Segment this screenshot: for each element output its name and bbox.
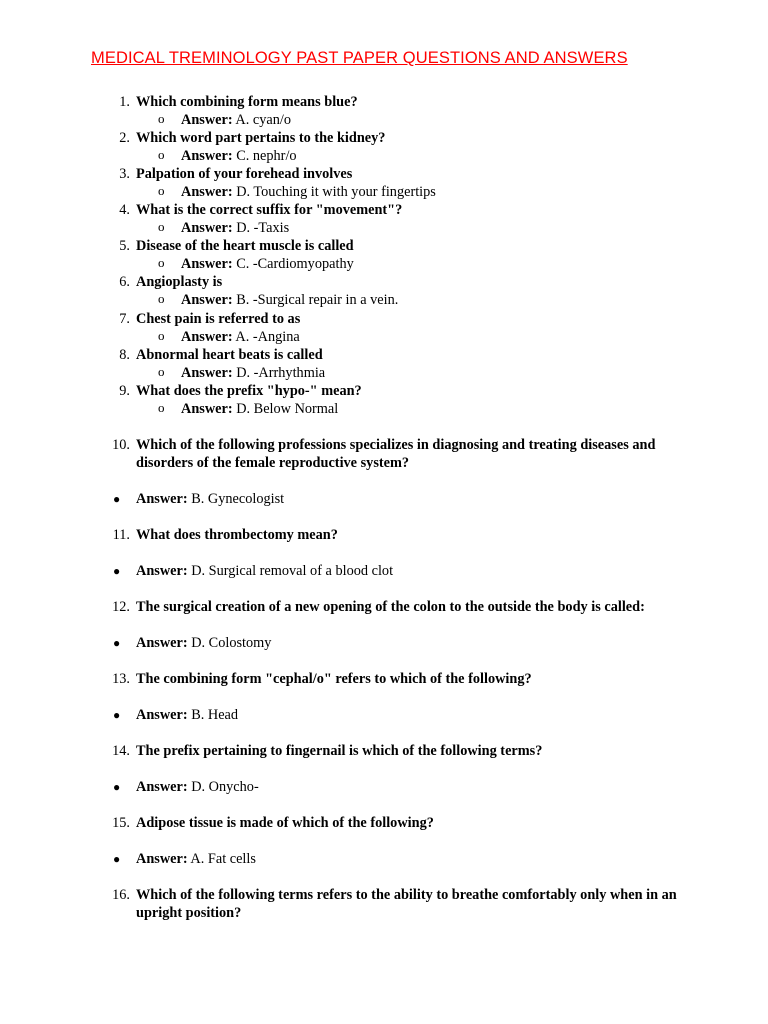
answer-text: C. nephr/o (236, 148, 297, 164)
question-text: Which of the following terms refers to the ability to breathe comfortably only when in an upright position? (136, 887, 677, 921)
question-number: 10. (112, 437, 130, 453)
answer-text: D. -Arrhythmia (236, 365, 326, 381)
answer-text: A. Fat cells (190, 851, 256, 867)
answer-label: Answer: (136, 491, 188, 507)
answer-label: Answer: (181, 256, 233, 272)
question-text: Which word part pertains to the kidney? (136, 130, 386, 146)
question-text: Abnormal heart beats is called (136, 347, 323, 363)
answer-text: B. Gynecologist (191, 491, 285, 507)
answer-label: Answer: (136, 563, 188, 579)
question-text: What does thrombectomy mean? (136, 527, 338, 543)
answer-text: A. cyan/o (235, 112, 292, 128)
answer-text: D. Below Normal (236, 401, 339, 417)
circle-bullet-icon: o (158, 147, 165, 162)
answer-label: Answer: (181, 112, 233, 128)
circle-bullet-icon: o (158, 183, 165, 198)
answer-text: D. -Taxis (236, 220, 290, 236)
question-number: 11. (112, 527, 130, 543)
answer-label: Answer: (181, 184, 233, 200)
question-number: 1. (119, 94, 130, 110)
question-text: Which of the following professions specializes in diagnosing and treating diseases and disorders of the female reproductive system? (136, 437, 656, 471)
answer-label: Answer: (181, 329, 233, 345)
question-text: What is the correct suffix for "movement"? (136, 202, 403, 218)
answer-text: A. -Angina (235, 329, 300, 345)
bullet-icon: ● (113, 492, 121, 506)
question-number: 13. (112, 671, 130, 687)
bullet-icon: ● (113, 708, 121, 722)
question-number: 7. (119, 311, 130, 327)
question-number: 4. (119, 202, 130, 218)
question-text: Chest pain is referred to as (136, 311, 301, 327)
answer-text: D. Surgical removal of a blood clot (191, 563, 394, 579)
question-text: Palpation of your forehead involves (136, 166, 353, 182)
answer-text: D. Onycho- (191, 779, 259, 795)
circle-bullet-icon: o (158, 400, 165, 415)
bullet-icon: ● (113, 780, 121, 794)
question-number: 9. (119, 383, 130, 399)
question-text: Adipose tissue is made of which of the following? (136, 815, 434, 831)
answer-label: Answer: (181, 365, 233, 381)
answer-label: Answer: (136, 851, 188, 867)
answer-label: Answer: (181, 401, 233, 417)
bullet-icon: ● (113, 564, 121, 578)
question-text: Disease of the heart muscle is called (136, 238, 354, 254)
circle-bullet-icon: o (158, 328, 165, 343)
answer-label: Answer: (181, 292, 233, 308)
question-number: 8. (119, 347, 130, 363)
circle-bullet-icon: o (158, 219, 165, 234)
circle-bullet-icon: o (158, 364, 165, 379)
question-number: 3. (119, 166, 130, 182)
circle-bullet-icon: o (158, 291, 165, 306)
question-number: 16. (112, 887, 130, 903)
question-number: 15. (112, 815, 130, 831)
answer-label: Answer: (136, 635, 188, 651)
question-text: Which combining form means blue? (136, 94, 358, 110)
question-text: Angioplasty is (136, 274, 223, 290)
answer-text: C. -Cardiomyopathy (236, 256, 354, 272)
question-number: 2. (119, 130, 130, 146)
document-title: MEDICAL TREMINOLOGY PAST PAPER QUESTIONS AND ANSWERS (91, 49, 628, 67)
answer-text: D. Touching it with your fingertips (236, 184, 436, 200)
answer-text: B. -Surgical repair in a vein. (236, 292, 399, 308)
question-text: The combining form "cephal/o" refers to which of the following? (136, 671, 532, 687)
bullet-icon: ● (113, 852, 121, 866)
circle-bullet-icon: o (158, 255, 165, 270)
answer-label: Answer: (181, 220, 233, 236)
answer-text: D. Colostomy (191, 635, 272, 651)
question-text: The prefix pertaining to fingernail is which of the following terms? (136, 743, 543, 759)
question-number: 5. (119, 238, 130, 254)
question-text: The surgical creation of a new opening of the colon to the outside the body is called: (136, 599, 645, 615)
answer-label: Answer: (181, 148, 233, 164)
answer-label: Answer: (136, 779, 188, 795)
answer-label: Answer: (136, 707, 188, 723)
bullet-icon: ● (113, 636, 121, 650)
question-number: 6. (119, 274, 130, 290)
answer-text: B. Head (191, 707, 239, 723)
circle-bullet-icon: o (158, 111, 165, 126)
question-text: What does the prefix "hypo-" mean? (136, 383, 362, 399)
question-number: 12. (112, 599, 130, 615)
question-number: 14. (112, 743, 130, 759)
